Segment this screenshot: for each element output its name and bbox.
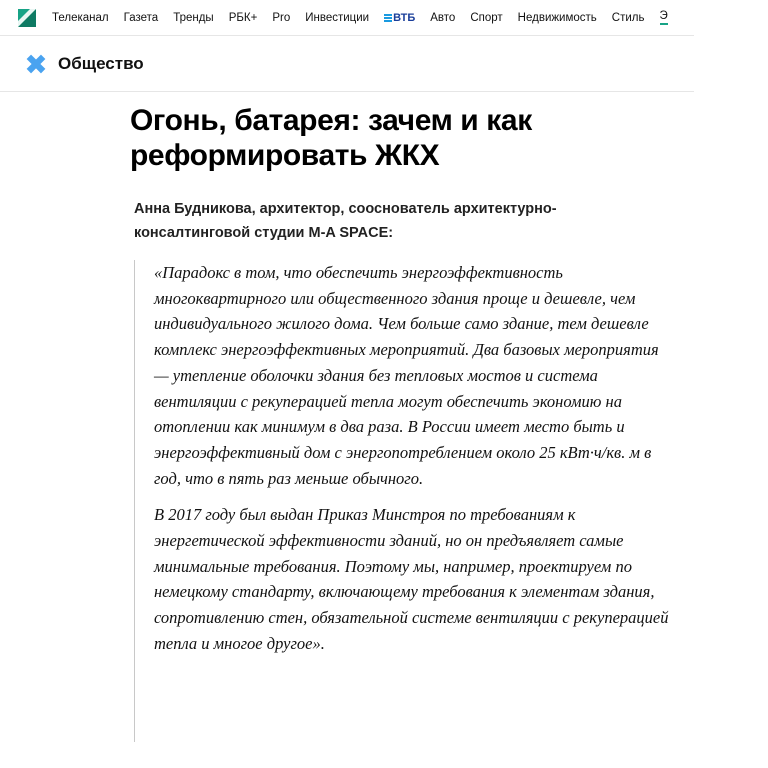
section-bar bbox=[0, 36, 694, 92]
rbc-logo-icon[interactable] bbox=[18, 9, 36, 27]
author-attribution bbox=[134, 197, 634, 245]
quote-paragraph-2: В 2017 году был выдан Приказ Минстроя по требованиям к энергетической эффективности зданий, но он предъявляет самые минимальные требования. Поэтому мы, например, проектируем по немецкому стандарту, включающему требования к элементам здания, сопротивлению стен, обязательной системе вентиляции с рекуперацией тепла и многое другое». bbox=[154, 505, 669, 653]
nav-item-truncated[interactable]: Э bbox=[660, 10, 668, 25]
nav-item-rbc-plus[interactable]: РБК+ bbox=[228, 11, 258, 24]
nav-item-pro[interactable]: Pro bbox=[272, 11, 291, 24]
nav-item-avto[interactable]: Авто bbox=[430, 11, 456, 24]
quote-block bbox=[134, 260, 674, 742]
nav-item-telekanal[interactable]: Телеканал bbox=[52, 11, 109, 24]
nav-item-gazeta[interactable]: Газета bbox=[123, 11, 159, 24]
author-line2: консалтинговой студии M-A SPACE: bbox=[134, 225, 394, 241]
nav-item-stil[interactable]: Стиль bbox=[611, 11, 645, 24]
nav-item-investicii[interactable]: Инвестиции bbox=[305, 11, 370, 24]
article-title-line2: реформировать ЖКХ bbox=[130, 139, 440, 172]
nav-item-trendy[interactable]: Тренды bbox=[173, 11, 214, 24]
article-title-line1: Огонь, батарея: зачем и как bbox=[130, 104, 532, 137]
top-navigation bbox=[0, 0, 694, 36]
article-title bbox=[130, 103, 630, 173]
nav-item-nedvizhimost[interactable]: Недвижимость bbox=[517, 11, 597, 24]
author-line1: Анна Будникова, архитектор, сооснователь архитектурно- bbox=[134, 201, 557, 217]
nav-item-vtb[interactable] bbox=[384, 12, 415, 24]
vtb-label: ВТБ bbox=[393, 11, 416, 24]
section-title[interactable]: Общество bbox=[58, 53, 144, 73]
quote-paragraph-1: «Парадокс в том, что обеспечить энергоэффективность многоквартирного или общественного здания проще и дешевле, чем индивидуального жилого дома. Чем больше само здание, тем дешевле комплекс энергоэффективных мероприятий. Два базовых мероприятия — утепление оболочки здания без тепловых мостов и система вентиляции с рекуперацией тепла могут обеспечить экономию на отоплении как минимум в два раза. В России имеет место быть и энергоэффективный дом с энергопотреблением около 25 кВт·ч/кв. м в год, что в пять раз меньше обычного. bbox=[154, 263, 659, 488]
vtb-logo-icon bbox=[384, 14, 392, 22]
diamond-cross-icon[interactable] bbox=[22, 50, 50, 78]
nav-item-sport[interactable]: Спорт bbox=[470, 11, 503, 24]
